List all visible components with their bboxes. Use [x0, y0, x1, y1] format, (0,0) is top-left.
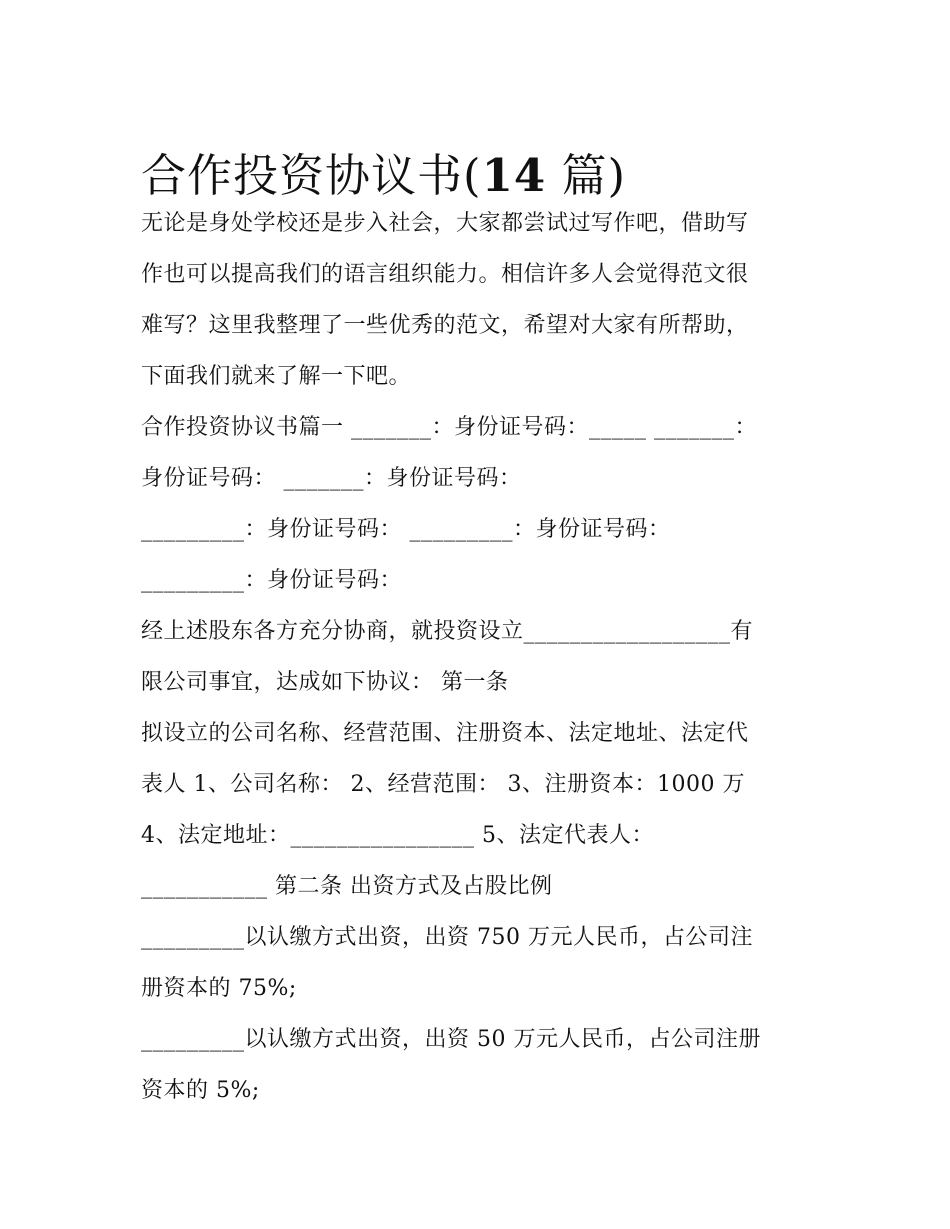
text-line: 下面我们就来了解一下吧。	[141, 364, 412, 389]
text-line: _________：身份证号码： _________：身份证号码：	[141, 517, 671, 542]
text-line: 册资本的 75%;	[141, 976, 297, 1001]
text-line: 限公司事宜，达成如下协议： 第一条	[141, 670, 509, 695]
text-line: 难写？这里我整理了一些优秀的范文，希望对大家有所帮助，	[141, 313, 749, 338]
title-end: 篇)	[546, 149, 627, 203]
text-line: _________以认缴方式出资，出资 50 万元人民币，占公司注册	[141, 1027, 761, 1052]
text-line: ___________ 第二条 出资方式及占股比例	[141, 874, 553, 899]
text-line: 经上述股东各方充分协商，就投资设立__________________有	[141, 619, 754, 644]
text-line: _________以认缴方式出资，出资 750 万元人民币，占公司注	[141, 925, 753, 950]
text-line: 拟设立的公司名称、经营范围、注册资本、法定地址、法定代	[141, 721, 749, 746]
text-line: 4、法定地址：________________ 5、法定代表人：	[141, 823, 654, 848]
text-line: 无论是身处学校还是步入社会，大家都尝试过写作吧，借助写	[141, 211, 749, 236]
title-main: 合作投资协议书(	[141, 149, 482, 203]
document-body	[141, 198, 821, 1116]
text-line: 身份证号码： _______：身份证号码：	[141, 466, 522, 491]
text-line: 合作投资协议书篇一 _______：身份证号码：_____ _______：	[141, 415, 757, 440]
text-line: _________：身份证号码：	[141, 568, 403, 593]
text-line: 作也可以提高我们的语言组织能力。相信许多人会觉得范文很	[141, 262, 749, 287]
title-number: 14	[481, 149, 547, 203]
text-line: 表人 1、公司名称： 2、经营范围： 3、注册资本：1000 万	[141, 772, 745, 797]
text-line: 资本的 5%;	[141, 1078, 260, 1103]
